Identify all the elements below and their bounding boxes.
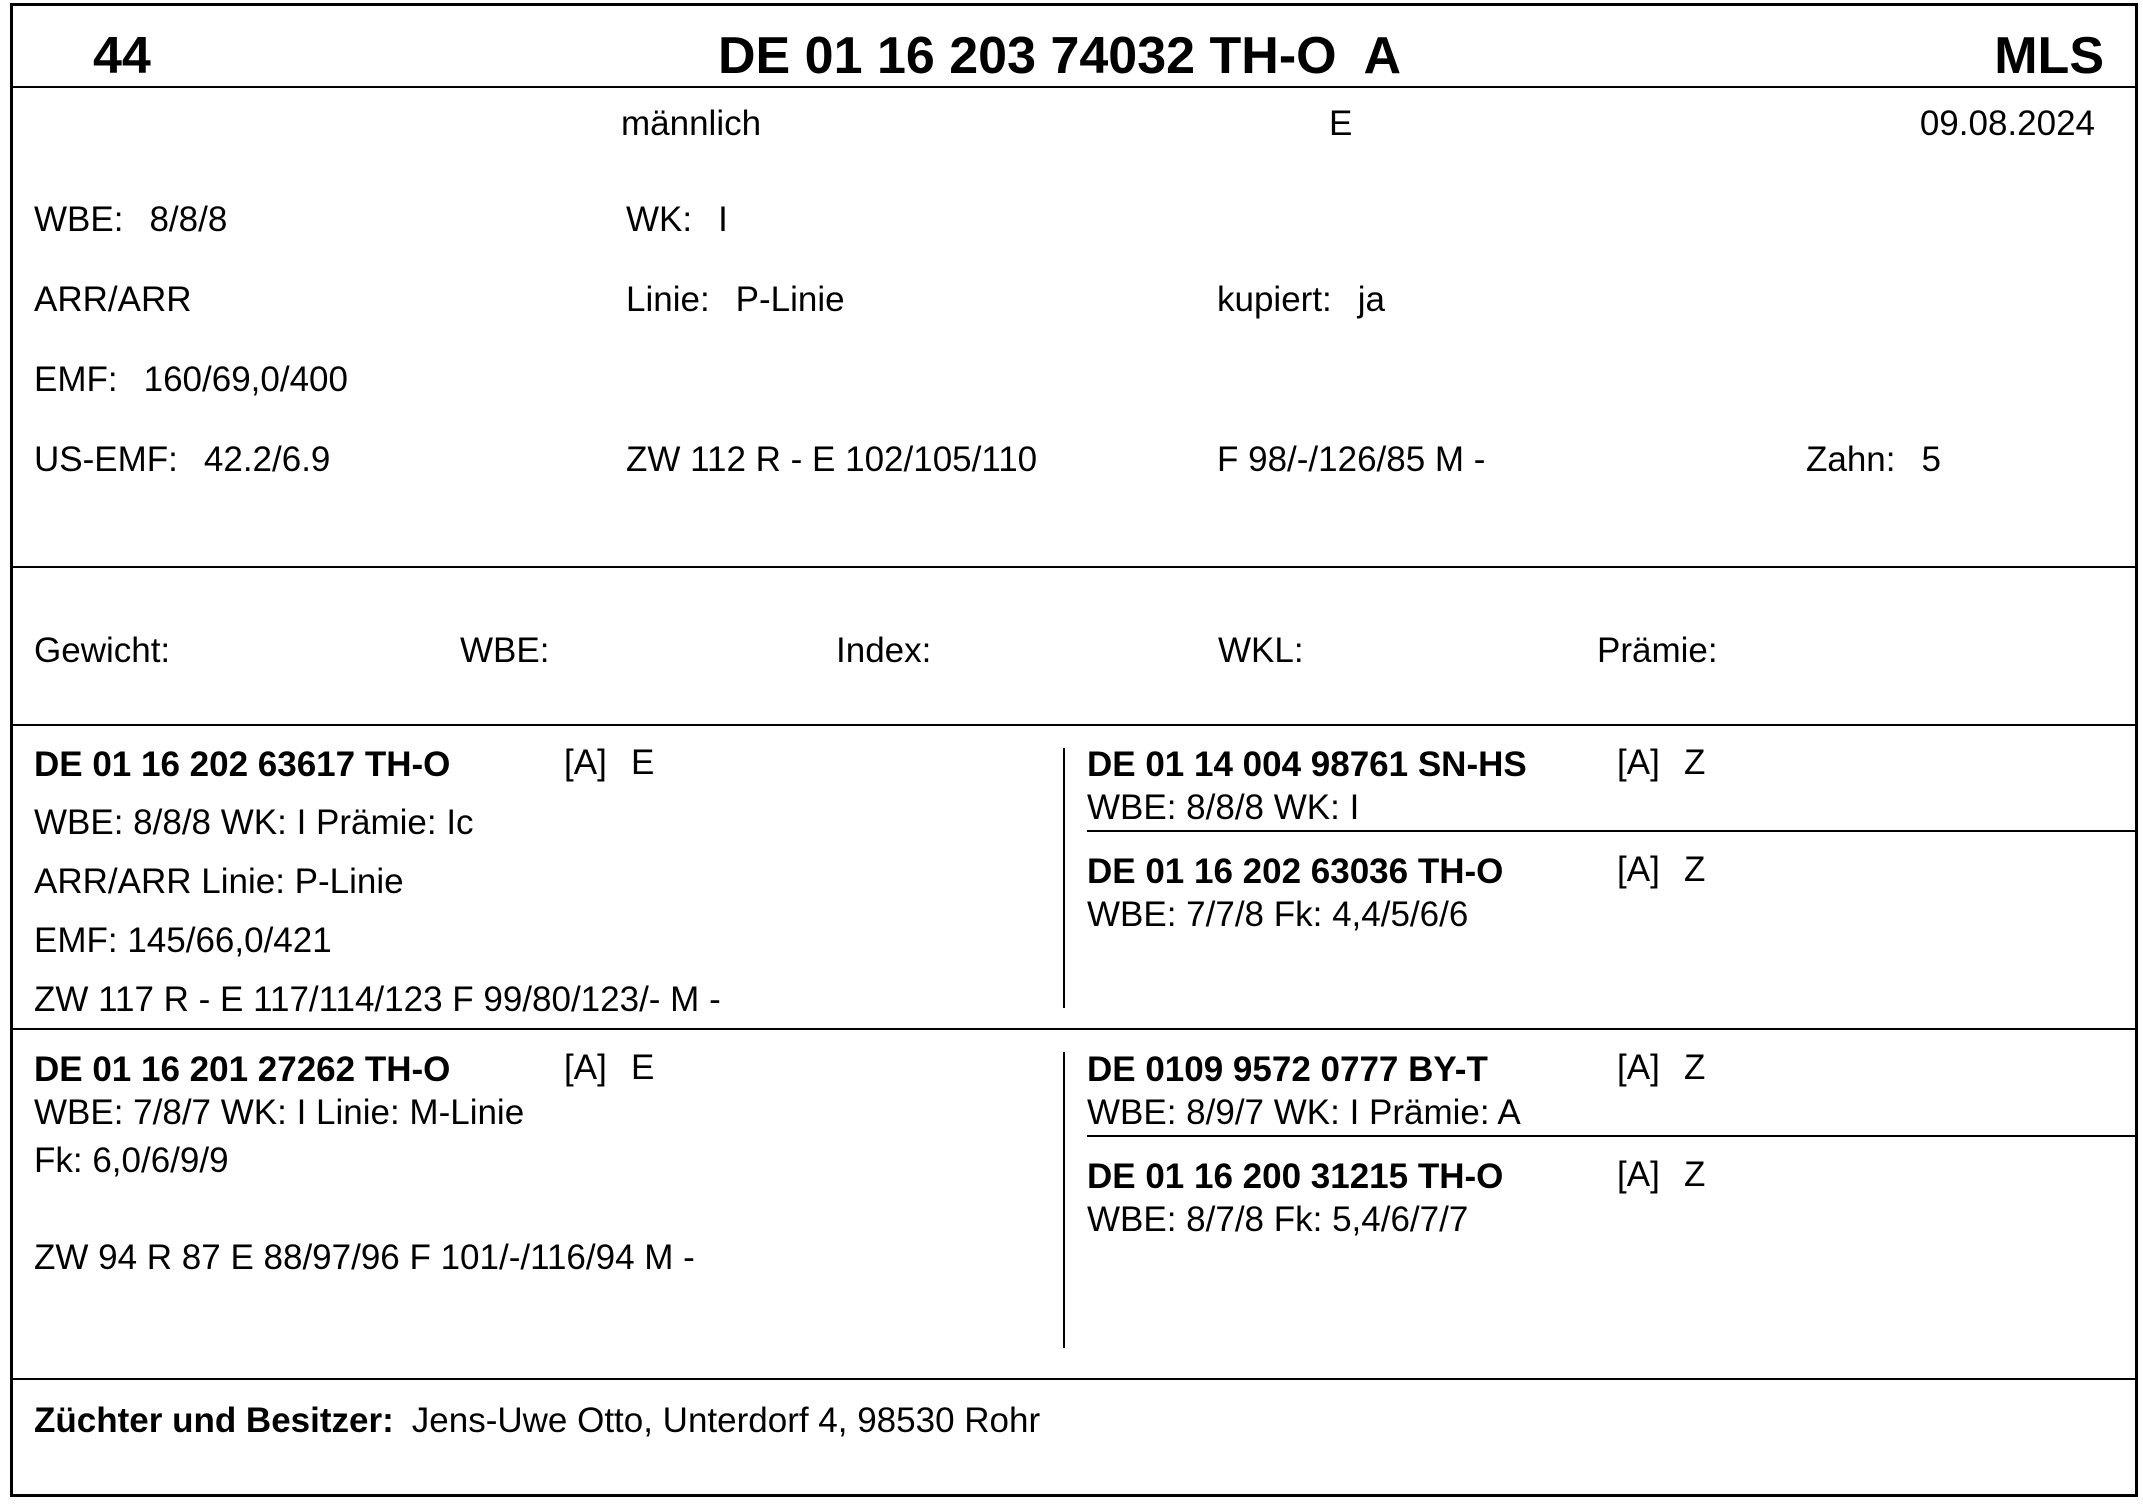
dam-grade: E: [631, 1048, 655, 1087]
linie-value: P-Linie: [735, 280, 845, 319]
sire-line-4: ZW 117 R - E 117/114/123 F 99/80/123/- M -: [34, 980, 721, 1019]
eval-divider: [13, 724, 2135, 726]
sex: männlich: [621, 104, 762, 143]
sire-id: DE 01 16 202 63617 TH-O: [34, 745, 451, 784]
wbe-label: WBE:: [34, 200, 124, 239]
kupiert-field: [1217, 282, 1385, 317]
dam-sire-line-1: WBE: 8/9/7 WK: I Prämie: A: [1087, 1093, 1521, 1132]
footer-divider: [13, 1378, 2135, 1380]
dam-dam-line-1: WBE: 8/7/8 Fk: 5,4/6/7/7: [1087, 1200, 1469, 1239]
sire-dam-tag: [A]: [1617, 850, 1660, 889]
sire-sire-grade: Z: [1684, 743, 1706, 782]
grade: E: [1329, 104, 1353, 143]
sire-line-2: ARR/ARR Linie: P-Linie: [34, 862, 404, 901]
dam-sire-grade: Z: [1684, 1048, 1706, 1087]
emf-label: EMF:: [34, 360, 118, 399]
sire-sire-line-1: WBE: 8/8/8 WK: I: [1087, 788, 1360, 827]
kupiert-label: kupiert:: [1217, 280, 1332, 319]
breeder-owner-label: Züchter und Besitzer:: [34, 1401, 394, 1440]
dam-id: DE 01 16 201 27262 TH-O: [34, 1050, 451, 1089]
zahn-field: [1806, 442, 1941, 477]
weight-label: Gewicht:: [34, 631, 171, 670]
dam-tag: [A]: [564, 1048, 607, 1087]
sire-dam-grade: Z: [1684, 850, 1706, 889]
dam-line-1: WBE: 7/8/7 WK: I Linie: M-Linie: [34, 1093, 525, 1132]
sire-dam-divider: [13, 1028, 2135, 1030]
dam-sire-tag: [A]: [1617, 1048, 1660, 1087]
eval-wbe-label: WBE:: [460, 631, 550, 670]
linie-label: Linie:: [626, 280, 710, 319]
dam-sub-divider: [1087, 1135, 2135, 1137]
index-label: Index:: [836, 631, 932, 670]
wbe-value: 8/8/8: [149, 200, 228, 239]
sire-tag: [A]: [564, 743, 607, 782]
dam-sire-id: DE 0109 9572 0777 BY-T: [1087, 1050, 1488, 1089]
dam-dam-id: DE 01 16 200 31215 TH-O: [1087, 1157, 1504, 1196]
date: 09.08.2024: [1919, 104, 2095, 143]
genotype: ARR/ARR: [34, 280, 192, 319]
sire-sire-tag: [A]: [1617, 743, 1660, 782]
zuchtwert: ZW 112 R - E 102/105/110: [626, 440, 1038, 479]
breed-code: MLS: [1994, 27, 2104, 85]
header-divider: [13, 86, 2135, 88]
us-emf-field: [34, 442, 330, 477]
emf-field: [34, 362, 348, 397]
fleisch-values: F 98/-/126/85 M -: [1217, 440, 1486, 479]
sire-line-3: EMF: 145/66,0/421: [34, 921, 332, 960]
wbe-field: [34, 202, 227, 237]
wk-label: WK:: [626, 200, 693, 239]
wkl-label: WKL:: [1218, 631, 1304, 670]
wk-value: I: [718, 200, 728, 239]
us-emf-value: 42.2/6.9: [203, 440, 331, 479]
info-divider: [13, 566, 2135, 568]
dam-line-3: ZW 94 R 87 E 88/97/96 F 101/-/116/94 M -: [34, 1238, 695, 1277]
catalog-card: [10, 3, 2138, 1497]
dam-dam-tag: [A]: [1617, 1155, 1660, 1194]
sire-dam-line-1: WBE: 7/7/8 Fk: 4,4/5/6/6: [1087, 895, 1469, 934]
kupiert-value: ja: [1357, 280, 1386, 319]
sire-dam-id: DE 01 16 202 63036 TH-O: [1087, 852, 1504, 891]
sire-sub-divider: [1087, 830, 2135, 832]
wk-field: [626, 202, 728, 237]
sire-line-1: WBE: 8/8/8 WK: I Prämie: Ic: [34, 803, 474, 842]
dam-line-2: Fk: 6,0/6/9/9: [34, 1141, 229, 1180]
breeder-owner: [34, 1403, 1040, 1438]
us-emf-label: US-EMF:: [34, 440, 178, 479]
dam-column-divider: [1063, 1052, 1065, 1348]
zahn-label: Zahn:: [1806, 440, 1896, 479]
emf-value: 160/69,0/400: [143, 360, 348, 399]
zahn-value: 5: [1921, 440, 1941, 479]
sire-column-divider: [1063, 748, 1065, 1008]
sire-grade: E: [631, 743, 655, 782]
linie-field: [626, 282, 845, 317]
sire-sire-id: DE 01 14 004 98761 SN-HS: [1087, 745, 1527, 784]
animal-registration: DE 01 16 203 74032 TH-O A: [718, 27, 1402, 85]
dam-dam-grade: Z: [1684, 1155, 1706, 1194]
breeder-owner-value: Jens-Uwe Otto, Unterdorf 4, 98530 Rohr: [411, 1401, 1041, 1440]
catalog-number: 44: [93, 27, 151, 85]
praemie-label: Prämie:: [1597, 631, 1718, 670]
